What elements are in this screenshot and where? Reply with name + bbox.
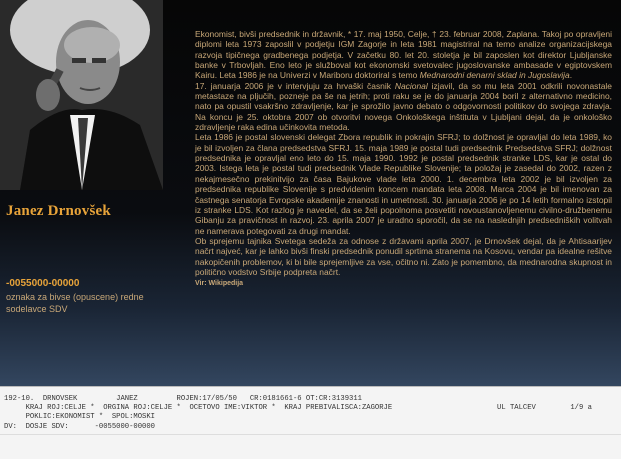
bio-paragraph: Leta 1986 je postal slovenski delegat Zbora republik in pokrajin SFRJ; to dolžnost je opravljal do leta 1989, ko je bil izvoljen za člana predsedstva SFRJ. 15. maja 1989 je postal tudi predsednik Predsedstva SFRJ; dolžnost predsednika je opravljal eno leto do 15. maja 1990. 1992 je postal predsednik stranke LDS, kar je ostal do 2003. Istega leta je postal tudi predsednik Vlade Republike Slovenije; ta položaj je zasedal do 2002, razen z nekajmesečno prekinitvijo za časa Bajukove vlade leta 2000. 1. decembra leta 2002 je bil izvoljen za predsednika republike Slovenije s predvidenim koncem mandata leta 2008. Marca 2004 je bil imenovan za častnega senatorja Evropske akademije znanosti in umetnosti. 30. januarja 2006 je po 14 letih formalno izstopil iz stranke LDS. Kot razlog je navedel, da se želi popolnoma posvetiti novoustanovljenemu civilno-družbenemu Gibanju za pravičnost in razvoj. 23. aprila 2007 je uradno sporočil, da se na naslednjih predsedniških volitvah ne namerava potegovati za drugi mandat. [195, 132, 612, 236]
bio-text: 17. januarja 2006 je v intervjuju za hrvaški časnik [195, 80, 395, 91]
bio-text: izjavil, da so mu leta 2001 odkrili novonastale metastaze na pljučih, pozneje pa še na jetrih; proti raku se je do januarja 2004 boril z alternativno medicino, nato pa opustil vsakršno zdravljenje, kar je sprožilo javno debato o odgovornosti politikov do svojega zdravja. Na koncu je 25. oktobra 2007 ob otvoritvi novega Onkološkega inštituta v Ljubljani dejal, da je onkološko zdravljenje raka edina učinkovita metoda. [195, 80, 612, 133]
bio-text-italic: Nacional [394, 80, 428, 91]
person-name: Janez Drnovšek [6, 203, 111, 219]
bio-text-italic: Mednarodni denarni sklad in Jugoslavija [419, 70, 570, 81]
card-row-birth: KRAJ ROJ:CELJE * ORGINA ROJ:CELJE * OCETOVO IME:VIKTOR * KRAJ PREBIVALISCA:ZAGORJE [4, 404, 393, 412]
card-rule [0, 386, 621, 387]
index-card-strip [0, 386, 621, 459]
card-row-dossier: DV: DOSJE SDV: -0055000-00000 [4, 423, 155, 431]
bio-text: . [569, 70, 573, 81]
source-credit: Vir: Wikipedija [195, 280, 244, 288]
bio-paragraph [195, 81, 612, 133]
portrait-photo [0, 0, 163, 190]
bio-paragraph: Ob sprejemu tajnika Svetega sedeža za odnose z državami aprila 2007, je Drnovšek dejal, da je Ahtisaarijev načrt najveć, kar je lahko bivši finski predsednik ponudil sprtima stranema na Kosovu, vendar pa idealne rešitve nakopičenih problemov, ki bi bile sprejemljive za vse, očitno ni. Zato je pomembno, da mednarodna skupnost in politično vodstvo Srbije podpreta načrt. [195, 235, 612, 277]
bio-text: Ekonomist, bivši predsednik in državnik, * 17. maj 1950, Celje, † 23. februar 2008, Zaplana. Takoj po opravljeni diplomi leta 1973 zaposlil v podjetju IGM Zagorje in leta 1981 magistriral na temo analize organizacijskega razvoja tipičnega gradbenega podjetja. V začetku 80. let 20. stoletja je bil zaposlen kot direktor Ljubljanske banke v Trbovljah. Eno leto je služboval kot ekonomski svetovalec jugoslovanske ambasade v egiptovskem Kairu. Leta 1986 je na Univerzi v Mariboru doktoriral s temo [195, 29, 612, 81]
card-rule [0, 434, 621, 435]
card-row-identity: 192-10. DRNOVSEK JANEZ ROJEN:17/05/50 CR:0181661-6 OT:CR:3139311 [4, 395, 362, 403]
role-description: oznaka za bivse (opuscene) redne sodelavce SDV [6, 292, 144, 314]
biography-text [195, 29, 612, 290]
card-row-address: UL TALCEV 1/9 a [497, 404, 592, 412]
portrait-illustration [0, 0, 163, 190]
dossier-code: -0055000-00000 [6, 278, 80, 289]
card-row-occupation: POKLIC:EKONOMIST * SPOL:MOSKI [4, 413, 155, 421]
bio-paragraph [195, 29, 612, 81]
